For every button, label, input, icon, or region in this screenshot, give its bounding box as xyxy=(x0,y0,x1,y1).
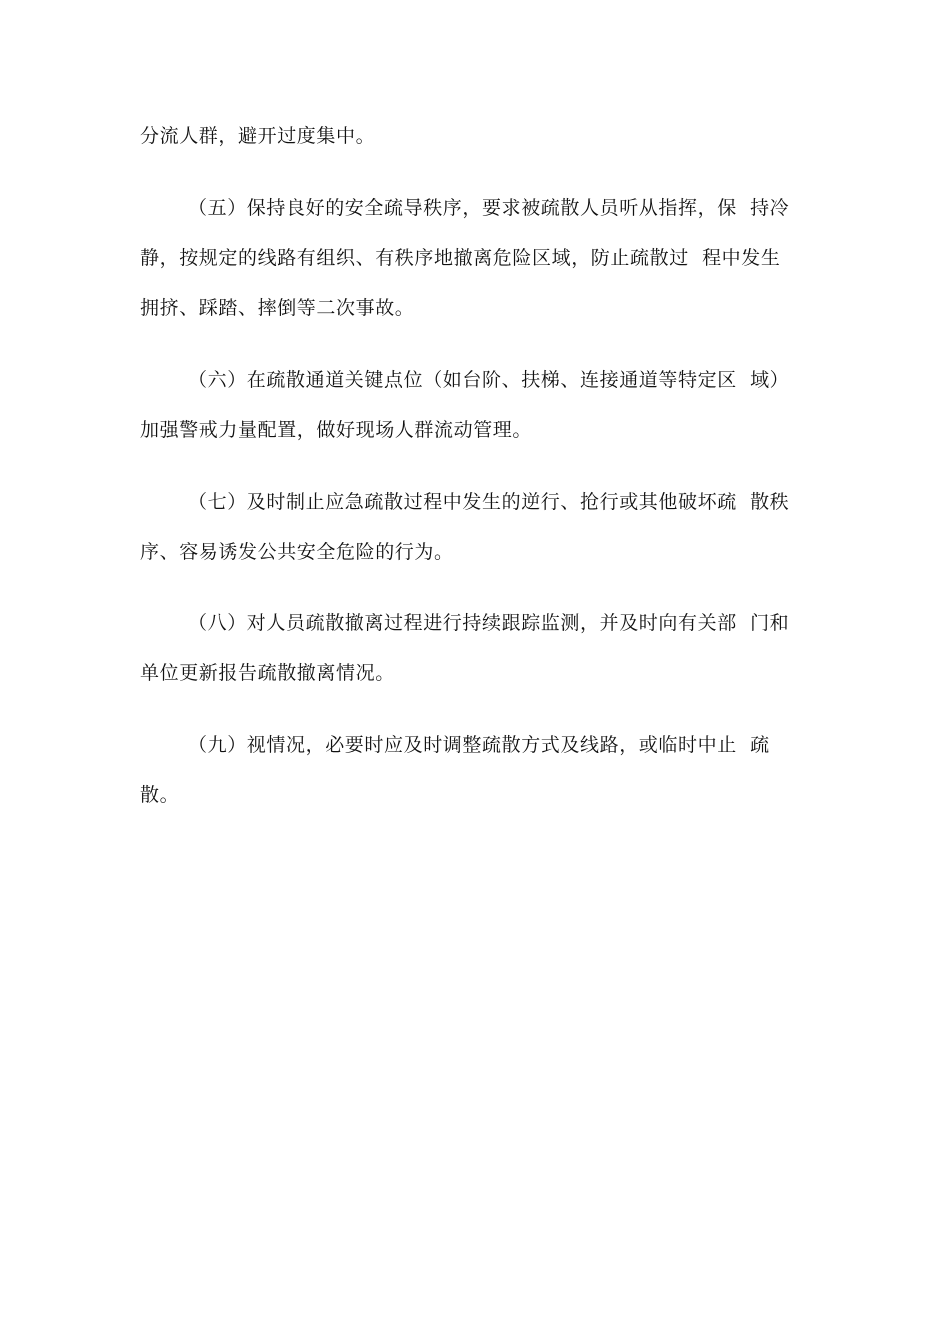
text-line: 加强警戒力量配置，做好现场人群流动管理。 xyxy=(140,419,533,441)
text-line: 散。 xyxy=(140,784,180,806)
text-line: （六）在疏散通道关键点位（如台阶、扶梯、连接通道等特定区 域） xyxy=(188,369,790,391)
text-line: （八）对人员疏散撤离过程进行持续跟踪监测，并及时向有关部 门和 xyxy=(188,612,790,634)
text-line: 序、容易诱发公共安全危险的行为。 xyxy=(140,541,454,563)
text-line: 单位更新报告疏散撤离情况。 xyxy=(140,662,395,684)
text-line: （七）及时制止应急疏散过程中发生的逆行、抢行或其他破坏疏 散秩 xyxy=(188,491,790,513)
text-line: 分流人群，避开过度集中。 xyxy=(140,125,376,147)
text-line: 拥挤、踩踏、摔倒等二次事故。 xyxy=(140,297,415,319)
text-line: 静，按规定的线路有组织、有秩序地撤离危险区域，防止疏散过 程中发生 xyxy=(140,247,781,269)
text-line: （五）保持良好的安全疏导秩序，要求被疏散人员听从指挥，保 持冷 xyxy=(188,197,790,219)
text-line: （九）视情况，必要时应及时调整疏散方式及线路，或临时中止 疏 xyxy=(188,734,770,756)
